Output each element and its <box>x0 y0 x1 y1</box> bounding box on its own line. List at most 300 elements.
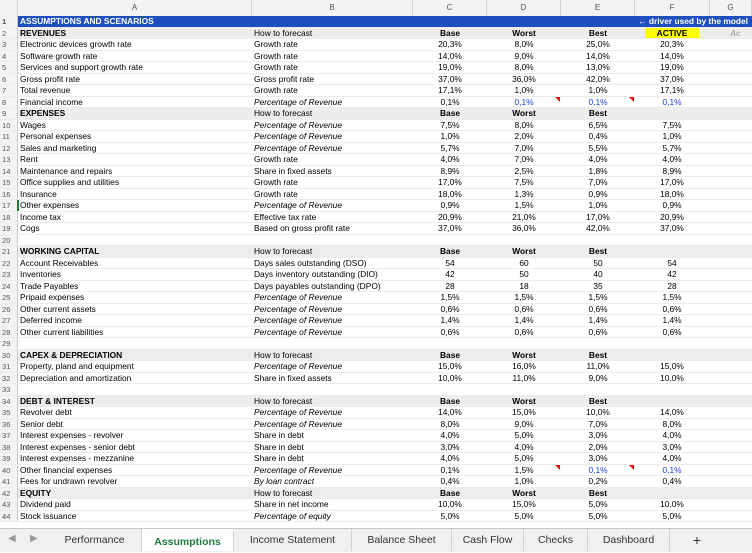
tab-balance-sheet[interactable]: Balance Sheet <box>352 529 452 551</box>
label-cell[interactable]: Sales and marketing <box>20 142 97 153</box>
row-number[interactable]: 14 <box>0 166 18 177</box>
base-cell[interactable]: 8,9% <box>440 165 460 176</box>
base-cell[interactable]: Base <box>439 246 461 256</box>
table-row[interactable] <box>0 85 752 97</box>
method-cell[interactable]: Percentage of equity <box>254 510 331 521</box>
label-cell[interactable]: Interest expenses - mezzanine <box>20 453 135 463</box>
base-cell[interactable]: 28 <box>445 280 455 291</box>
active-cell[interactable]: 5,7% <box>662 142 682 153</box>
label-cell[interactable]: Cogs <box>20 223 40 233</box>
row-number[interactable]: 3 <box>0 39 18 50</box>
worst-cell[interactable]: 0,1% <box>514 96 534 107</box>
base-cell[interactable] <box>413 384 487 395</box>
method-cell[interactable]: Growth rate <box>254 188 298 199</box>
table-row[interactable] <box>0 281 752 293</box>
row-number[interactable]: 37 <box>0 430 18 441</box>
base-cell[interactable]: 0,1% <box>440 464 460 475</box>
table-row[interactable] <box>0 292 752 304</box>
active-cell[interactable]: 14,0% <box>660 407 684 417</box>
best-cell[interactable]: Best <box>588 27 608 38</box>
active-cell[interactable] <box>635 488 709 499</box>
label-cell[interactable]: Other expenses <box>20 200 80 210</box>
section-header-row[interactable] <box>0 488 752 500</box>
best-cell[interactable]: 35 <box>593 280 603 291</box>
title-row[interactable] <box>0 16 752 28</box>
base-cell[interactable]: 1,5% <box>440 292 460 302</box>
active-cell[interactable] <box>635 235 709 246</box>
method-cell[interactable]: How to forecast <box>254 349 313 360</box>
active-cell[interactable]: 0,6% <box>662 326 682 337</box>
worst-cell[interactable]: Worst <box>512 246 536 256</box>
table-row[interactable] <box>0 304 752 316</box>
row-number[interactable]: 30 <box>0 350 18 361</box>
method-cell[interactable]: Percentage of Revenue <box>254 131 342 141</box>
active-cell[interactable]: 19,0% <box>660 62 684 72</box>
table-row[interactable] <box>0 166 752 178</box>
base-cell[interactable]: 4,0% <box>440 453 460 463</box>
base-cell[interactable]: 14,0% <box>438 50 462 61</box>
tab-dashboard[interactable]: Dashboard <box>588 529 670 551</box>
row-number[interactable]: 4 <box>0 51 18 62</box>
label-cell[interactable]: Pripaid expenses <box>20 292 85 302</box>
column-header-a[interactable]: A <box>18 0 252 16</box>
active-cell[interactable]: 0,6% <box>662 303 682 314</box>
best-cell[interactable]: 1,8% <box>588 165 608 176</box>
table-row[interactable] <box>0 51 752 63</box>
active-cell[interactable]: 8,9% <box>662 165 682 176</box>
base-cell[interactable]: 0,6% <box>440 303 460 314</box>
add-sheet-button[interactable]: + <box>692 532 702 548</box>
label-cell[interactable]: Insurance <box>20 188 57 199</box>
method-cell[interactable]: Percentage of Revenue <box>254 303 342 314</box>
base-cell[interactable]: 10,0% <box>438 499 462 509</box>
base-cell[interactable]: 10,0% <box>438 372 462 383</box>
table-row[interactable] <box>0 315 752 327</box>
worst-cell[interactable]: 18 <box>519 280 529 291</box>
label-cell[interactable]: Other current liabilities <box>20 326 104 337</box>
next-sheet-icon[interactable]: ▶ <box>30 533 38 544</box>
active-cell[interactable]: 0,9% <box>662 200 682 210</box>
base-cell[interactable]: 1,0% <box>440 131 460 141</box>
row-number[interactable]: 32 <box>0 373 18 384</box>
worst-cell[interactable]: 50 <box>519 269 529 279</box>
method-cell[interactable]: Percentage of Revenue <box>254 200 342 210</box>
method-cell[interactable]: Percentage of Revenue <box>254 292 342 302</box>
method-cell[interactable]: Percentage of Revenue <box>254 96 342 107</box>
active-cell[interactable]: 5,0% <box>662 510 682 521</box>
base-cell[interactable]: 5,7% <box>440 142 460 153</box>
driver-note[interactable]: ← driver used by the model <box>638 16 748 26</box>
active-cell[interactable]: 10,0% <box>660 372 684 383</box>
method-cell[interactable]: Share in fixed assets <box>254 165 332 176</box>
base-cell[interactable]: 0,1% <box>440 96 460 107</box>
row-number[interactable]: 36 <box>0 419 18 430</box>
table-row[interactable] <box>0 97 752 109</box>
worst-cell[interactable]: 7,0% <box>514 142 534 153</box>
label-cell[interactable]: Account Receivables <box>20 257 99 268</box>
worst-cell[interactable]: 8,0% <box>514 119 534 130</box>
table-row[interactable] <box>0 384 752 396</box>
column-header-c[interactable]: C <box>413 0 487 16</box>
row-number[interactable]: 43 <box>0 499 18 510</box>
section-header-row[interactable] <box>0 108 752 120</box>
label-cell[interactable] <box>18 338 250 349</box>
active-cell[interactable]: 4,0% <box>662 154 682 164</box>
tab-performance[interactable]: Performance <box>48 529 142 551</box>
row-number[interactable]: 31 <box>0 361 18 372</box>
method-cell[interactable]: Growth rate <box>254 85 298 95</box>
label-cell[interactable]: Gross profit rate <box>20 73 81 84</box>
label-cell[interactable]: Fees for undrawn revolver <box>20 476 118 486</box>
best-cell[interactable]: 7,0% <box>588 177 608 187</box>
tab-cash-flow[interactable]: Cash Flow <box>452 529 524 551</box>
worst-cell[interactable]: 36,0% <box>512 73 536 84</box>
label-cell[interactable] <box>18 235 250 246</box>
table-row[interactable] <box>0 327 752 339</box>
base-cell[interactable]: 8,0% <box>440 418 460 429</box>
best-cell[interactable]: 1,0% <box>588 85 608 95</box>
table-row[interactable] <box>0 338 752 350</box>
table-row[interactable] <box>0 419 752 431</box>
label-cell[interactable]: Inventories <box>20 269 61 279</box>
row-number[interactable]: 19 <box>0 223 18 234</box>
method-cell[interactable]: Gross profit rate <box>254 73 315 84</box>
best-cell[interactable]: 5,5% <box>588 142 608 153</box>
worst-cell[interactable]: Worst <box>512 108 536 118</box>
worst-cell[interactable]: 15,0% <box>512 407 536 417</box>
column-header-f[interactable]: F <box>635 0 710 16</box>
row-number[interactable]: 26 <box>0 304 18 315</box>
best-cell[interactable]: 11,0% <box>586 361 610 371</box>
label-cell[interactable]: DEBT & INTEREST <box>20 395 95 406</box>
label-cell[interactable]: Dividend paid <box>20 499 71 509</box>
best-cell[interactable]: 0,2% <box>588 476 608 486</box>
active-cell[interactable] <box>635 384 709 395</box>
method-cell[interactable]: Growth rate <box>254 154 298 164</box>
best-cell[interactable]: 6,5% <box>588 119 608 130</box>
label-cell[interactable]: Personal expenses <box>20 131 92 141</box>
column-header-g[interactable]: G <box>710 0 752 16</box>
row-number[interactable]: 17 <box>0 200 18 211</box>
base-cell[interactable]: Base <box>439 349 461 360</box>
tab-assumptions[interactable]: Assumptions <box>142 529 234 551</box>
section-header-row[interactable] <box>0 350 752 362</box>
comment-marker-icon[interactable] <box>555 465 560 470</box>
table-row[interactable] <box>0 511 752 523</box>
label-cell[interactable]: Revolver debt <box>20 407 72 417</box>
row-number[interactable]: 9 <box>0 108 18 119</box>
base-cell[interactable]: 37,0% <box>438 73 462 84</box>
comment-marker-icon[interactable] <box>555 97 560 102</box>
column-header-b[interactable]: B <box>252 0 413 16</box>
worst-cell[interactable]: 15,0% <box>512 499 536 509</box>
label-cell[interactable]: Other financial expenses <box>20 464 113 475</box>
best-cell[interactable]: Best <box>588 108 608 118</box>
row-number[interactable]: 18 <box>0 212 18 223</box>
row-number[interactable]: 6 <box>0 74 18 85</box>
row-number[interactable]: 21 <box>0 246 18 257</box>
method-cell[interactable]: Percentage of Revenue <box>254 407 342 417</box>
worst-cell[interactable]: Worst <box>512 349 536 360</box>
active-cell[interactable]: 14,0% <box>660 50 684 61</box>
active-cell[interactable]: 28 <box>667 280 677 291</box>
row-number[interactable]: 38 <box>0 442 18 453</box>
label-cell[interactable]: Stock issuance <box>20 510 77 521</box>
worst-cell[interactable]: 1,3% <box>514 188 534 199</box>
table-row[interactable] <box>0 200 752 212</box>
best-cell[interactable]: 50 <box>593 257 603 268</box>
worst-cell[interactable] <box>487 235 561 246</box>
table-row[interactable] <box>0 120 752 132</box>
active-cell[interactable]: 10,0% <box>660 499 684 509</box>
base-cell[interactable]: 19,0% <box>438 62 462 72</box>
method-cell[interactable]: Days sales outstanding (DSO) <box>254 257 367 268</box>
best-cell[interactable]: 5,0% <box>588 510 608 521</box>
method-cell[interactable]: Growth rate <box>254 177 298 187</box>
base-cell[interactable]: Base <box>439 395 461 406</box>
worst-cell[interactable]: Worst <box>512 27 536 38</box>
worst-cell[interactable] <box>487 384 561 395</box>
active-cell[interactable]: 37,0% <box>660 73 684 84</box>
active-cell[interactable]: 18,0% <box>660 188 684 199</box>
best-cell[interactable]: 3,0% <box>588 453 608 463</box>
sheet-title[interactable]: ASSUMPTIONS AND SCENARIOS <box>20 16 154 26</box>
table-row[interactable] <box>0 74 752 86</box>
base-cell[interactable]: Base <box>439 27 461 38</box>
table-row[interactable] <box>0 154 752 166</box>
tab-checks[interactable]: Checks <box>524 529 588 551</box>
base-cell[interactable]: 7,5% <box>440 119 460 130</box>
method-cell[interactable]: Percentage of Revenue <box>254 361 342 371</box>
label-cell[interactable]: Interest expenses - senior debt <box>20 441 135 452</box>
table-row[interactable] <box>0 361 752 373</box>
label-cell[interactable]: Deferred income <box>20 315 82 325</box>
method-cell[interactable]: Based on gross profit rate <box>254 223 350 233</box>
table-row[interactable] <box>0 177 752 189</box>
worst-cell[interactable]: 8,0% <box>514 62 534 72</box>
label-cell[interactable]: Income tax <box>20 211 61 222</box>
base-cell[interactable]: Base <box>439 487 461 498</box>
table-row[interactable] <box>0 465 752 477</box>
base-cell[interactable]: 14,0% <box>438 407 462 417</box>
active-cell[interactable]: 17,0% <box>660 177 684 187</box>
active-cell[interactable]: 1,0% <box>662 131 682 141</box>
label-cell[interactable]: Electronic devices growth rate <box>20 39 132 49</box>
method-cell[interactable]: Percentage of Revenue <box>254 142 342 153</box>
active-cell[interactable]: 7,5% <box>662 119 682 130</box>
worst-cell[interactable]: 2,5% <box>514 165 534 176</box>
best-cell[interactable] <box>561 338 635 349</box>
column-header-e[interactable]: E <box>561 0 635 16</box>
method-cell[interactable]: Share in fixed assets <box>254 372 332 383</box>
base-cell[interactable]: 0,9% <box>440 200 460 210</box>
base-cell[interactable]: 4,0% <box>440 430 460 440</box>
table-row[interactable] <box>0 499 752 511</box>
active-cell[interactable]: 0,1% <box>662 96 682 107</box>
worst-cell[interactable]: 21,0% <box>512 211 536 222</box>
base-cell[interactable]: 15,0% <box>438 361 462 371</box>
table-row[interactable] <box>0 143 752 155</box>
method-cell[interactable] <box>252 338 412 349</box>
base-cell[interactable]: Base <box>439 108 461 118</box>
best-cell[interactable]: 40 <box>593 269 603 279</box>
table-row[interactable] <box>0 189 752 201</box>
best-cell[interactable]: 0,6% <box>588 326 608 337</box>
row-number[interactable]: 25 <box>0 292 18 303</box>
method-cell[interactable]: Percentage of Revenue <box>254 418 342 429</box>
row-number[interactable]: 10 <box>0 120 18 131</box>
label-cell[interactable]: Wages <box>20 119 46 130</box>
best-cell[interactable]: 2,0% <box>588 441 608 452</box>
best-cell[interactable]: 5,0% <box>588 499 608 509</box>
base-cell[interactable]: 5,0% <box>440 510 460 521</box>
active-cell[interactable]: 54 <box>667 257 677 268</box>
label-cell[interactable]: Other current assets <box>20 303 96 314</box>
method-cell[interactable]: Share in debt <box>254 453 304 463</box>
base-cell[interactable]: 18,0% <box>438 188 462 199</box>
row-number[interactable]: 39 <box>0 453 18 464</box>
table-row[interactable] <box>0 212 752 224</box>
worst-cell[interactable]: 16,0% <box>512 361 536 371</box>
active-cell[interactable]: 1,4% <box>662 315 682 325</box>
label-cell[interactable]: Interest expenses - revolver <box>20 430 124 440</box>
comment-marker-icon[interactable] <box>629 97 634 102</box>
method-cell[interactable]: By loan contract <box>254 476 315 486</box>
row-number[interactable]: 27 <box>0 315 18 326</box>
worst-cell[interactable]: 9,0% <box>514 50 534 61</box>
label-cell[interactable]: Rent <box>20 154 38 164</box>
worst-cell[interactable]: 0,6% <box>514 303 534 314</box>
best-cell[interactable]: 13,0% <box>586 62 610 72</box>
base-cell[interactable] <box>413 338 487 349</box>
row-number[interactable]: 16 <box>0 189 18 200</box>
best-cell[interactable]: 0,1% <box>588 96 608 107</box>
table-row[interactable] <box>0 442 752 454</box>
base-cell[interactable]: 54 <box>445 257 455 268</box>
active-cell[interactable] <box>635 396 709 407</box>
best-cell[interactable]: 17,0% <box>586 211 610 222</box>
best-cell[interactable]: 0,1% <box>588 464 608 475</box>
row-number[interactable]: 5 <box>0 62 18 73</box>
method-cell[interactable]: How to forecast <box>254 27 313 38</box>
base-cell[interactable]: 42 <box>445 269 455 279</box>
row-number[interactable]: 23 <box>0 269 18 280</box>
table-row[interactable] <box>0 476 752 488</box>
row-number[interactable]: 7 <box>0 85 18 96</box>
label-cell[interactable]: Total revenue <box>20 85 71 95</box>
worst-cell[interactable]: 11,0% <box>512 372 536 383</box>
method-cell[interactable]: Percentage of Revenue <box>254 119 342 130</box>
label-cell[interactable]: Depreciation and amortization <box>20 372 132 383</box>
row-number[interactable]: 22 <box>0 258 18 269</box>
table-row[interactable] <box>0 223 752 235</box>
active-cell[interactable]: 4,0% <box>662 453 682 463</box>
label-cell[interactable]: WORKING CAPITAL <box>20 246 100 256</box>
method-cell[interactable]: Percentage of Revenue <box>254 315 342 325</box>
best-cell[interactable]: 7,0% <box>588 418 608 429</box>
table-row[interactable] <box>0 235 752 247</box>
method-cell[interactable]: Days inventory outstanding (DIO) <box>254 269 378 279</box>
active-cell[interactable]: 17,1% <box>660 85 684 95</box>
label-cell[interactable]: EQUITY <box>20 487 52 498</box>
row-number[interactable]: 33 <box>0 384 18 395</box>
active-cell[interactable]: 0,1% <box>662 464 682 475</box>
active-cell[interactable]: 8,0% <box>662 418 682 429</box>
worst-cell[interactable]: 7,5% <box>514 177 534 187</box>
worst-cell[interactable]: 5,0% <box>514 430 534 440</box>
base-cell[interactable]: 0,4% <box>440 476 460 486</box>
base-cell[interactable]: 4,0% <box>440 154 460 164</box>
active-cell[interactable] <box>635 246 709 257</box>
worst-cell[interactable]: 1,0% <box>514 476 534 486</box>
best-cell[interactable]: Best <box>588 349 608 360</box>
row-number[interactable]: 40 <box>0 465 18 476</box>
method-cell[interactable]: How to forecast <box>254 246 313 256</box>
row-number[interactable]: 44 <box>0 511 18 522</box>
next-col-cell[interactable]: Ac <box>730 27 741 38</box>
row-number[interactable]: 12 <box>0 143 18 154</box>
base-cell[interactable]: 37,0% <box>438 223 462 233</box>
method-cell[interactable]: Effective tax rate <box>254 211 317 222</box>
label-cell[interactable]: Software growth rate <box>20 50 98 61</box>
base-cell[interactable]: 1,4% <box>440 315 460 325</box>
label-cell[interactable] <box>18 384 250 395</box>
worst-cell[interactable]: 9,0% <box>514 418 534 429</box>
method-cell[interactable]: Percentage of Revenue <box>254 326 342 337</box>
worst-cell[interactable]: 1,4% <box>514 315 534 325</box>
label-cell[interactable]: REVENUES <box>20 27 67 38</box>
method-cell[interactable]: How to forecast <box>254 487 313 498</box>
method-cell[interactable]: Growth rate <box>254 50 298 61</box>
label-cell[interactable]: Trade Payables <box>20 280 79 291</box>
worst-cell[interactable]: 0,6% <box>514 326 534 337</box>
table-row[interactable] <box>0 258 752 270</box>
row-number[interactable]: 2 <box>0 28 18 39</box>
label-cell[interactable]: Office supplies and utilities <box>20 177 120 187</box>
row-number[interactable]: 8 <box>0 97 18 108</box>
best-cell[interactable]: 0,9% <box>588 188 608 199</box>
row-number[interactable]: 42 <box>0 488 18 499</box>
worst-cell[interactable]: 1,5% <box>514 200 534 210</box>
worst-cell[interactable]: 4,0% <box>514 441 534 452</box>
worst-cell[interactable] <box>487 338 561 349</box>
best-cell[interactable] <box>561 384 635 395</box>
best-cell[interactable]: Best <box>588 487 608 498</box>
method-cell[interactable] <box>252 384 412 395</box>
method-cell[interactable]: Share in net income <box>254 499 329 509</box>
label-cell[interactable]: Services and support growth rate <box>20 62 143 72</box>
label-cell[interactable]: Financial income <box>20 96 83 107</box>
active-cell[interactable] <box>635 108 709 119</box>
best-cell[interactable]: 42,0% <box>586 73 610 84</box>
method-cell[interactable]: How to forecast <box>254 395 313 406</box>
table-row[interactable] <box>0 39 752 51</box>
active-cell[interactable]: 42 <box>667 269 677 279</box>
active-cell[interactable]: 4,0% <box>662 430 682 440</box>
table-row[interactable] <box>0 62 752 74</box>
method-cell[interactable]: Share in debt <box>254 430 304 440</box>
method-cell[interactable]: Days payables outstanding (DPO) <box>254 280 381 291</box>
column-header-d[interactable]: D <box>487 0 561 16</box>
best-cell[interactable]: Best <box>588 395 608 406</box>
row-number[interactable]: 28 <box>0 327 18 338</box>
row-number[interactable]: 41 <box>0 476 18 487</box>
label-cell[interactable]: EXPENSES <box>20 108 66 118</box>
worst-cell[interactable]: Worst <box>512 395 536 406</box>
best-cell[interactable]: 14,0% <box>586 50 610 61</box>
active-cell[interactable] <box>635 338 709 349</box>
best-cell[interactable]: 10,0% <box>586 407 610 417</box>
